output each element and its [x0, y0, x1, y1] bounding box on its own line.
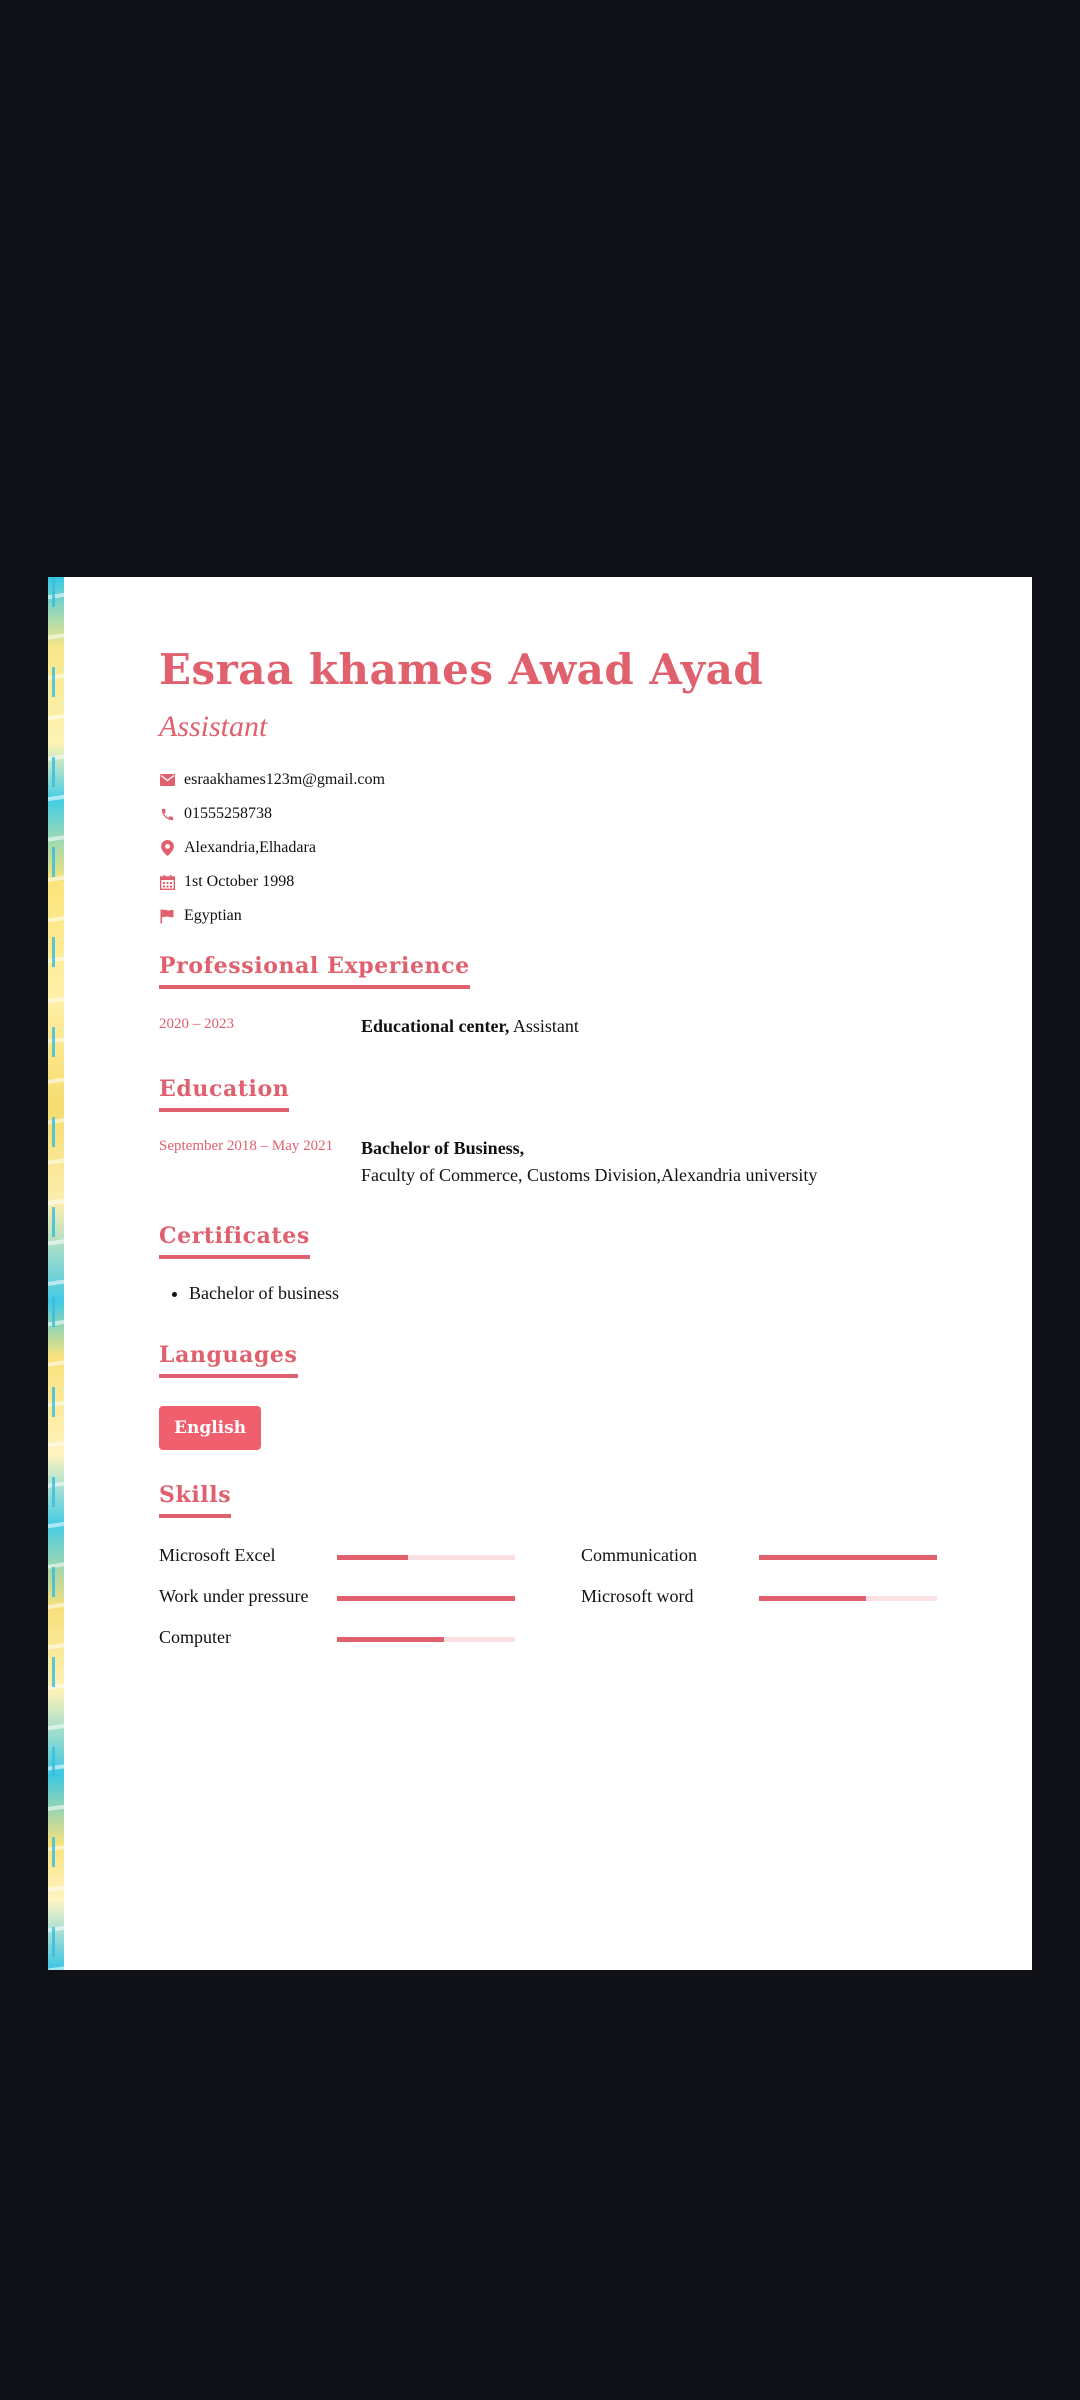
resume-page [48, 577, 1032, 1970]
skill-level-fill [337, 1555, 408, 1560]
mail-icon [159, 772, 175, 788]
address-text: Alexandria,Elhadara [184, 839, 316, 856]
section-title-experience: Professional Experience [159, 953, 470, 989]
skill-level-track [337, 1637, 515, 1642]
birth-date-text: 1st October 1998 [184, 873, 295, 890]
section-title-education: Education [159, 1076, 289, 1112]
education-institution: Faculty of Commerce, Customs Division,Alexandria university [361, 1165, 818, 1185]
skill-item [581, 1586, 981, 1616]
skill-label: Work under pressure [159, 1586, 309, 1606]
experience-dates: 2020 – 2023 [159, 1016, 234, 1032]
skill-level-fill [759, 1596, 866, 1601]
skill-item [159, 1627, 559, 1657]
skill-level-fill [759, 1555, 937, 1560]
education-dates: September 2018 – May 2021 [159, 1138, 334, 1154]
location-pin-icon [159, 840, 175, 856]
contact-phone [159, 797, 759, 831]
education-detail [361, 1135, 817, 1189]
calendar-icon [159, 874, 175, 890]
contact-details [159, 763, 759, 933]
contact-birth-date [159, 865, 759, 899]
skill-item [159, 1545, 559, 1575]
certificates-list [159, 1283, 339, 1304]
skill-level-fill [337, 1596, 515, 1601]
section-title-skills: Skills [159, 1482, 231, 1518]
candidate-name: Esraa khames Awad Ayad [159, 645, 764, 694]
experience-employer: Educational center, [361, 1016, 510, 1036]
skill-level-track [759, 1596, 937, 1601]
section-title-languages: Languages [159, 1342, 298, 1378]
phone-text[interactable]: 01555258738 [184, 805, 272, 822]
phone-icon [159, 806, 175, 822]
marble-border-decoration [48, 577, 64, 1970]
skill-label: Computer [159, 1627, 231, 1647]
skill-level-track [337, 1555, 515, 1560]
skill-item [159, 1586, 559, 1616]
contact-nationality [159, 899, 759, 933]
experience-detail [361, 1013, 579, 1040]
section-title-certificates: Certificates [159, 1223, 310, 1259]
experience-role: Assistant [512, 1016, 579, 1036]
skill-item [581, 1545, 981, 1575]
nationality-text: Egyptian [184, 907, 242, 924]
language-badge-english: English [159, 1406, 261, 1450]
skill-label: Communication [581, 1545, 697, 1565]
education-degree: Bachelor of Business, [361, 1138, 525, 1158]
skill-level-track [759, 1555, 937, 1560]
skill-label: Microsoft Excel [159, 1545, 276, 1565]
job-title: Assistant [159, 710, 268, 743]
flag-icon [159, 908, 175, 924]
contact-email [159, 763, 759, 797]
education-entry [159, 1135, 959, 1189]
skill-level-track [337, 1596, 515, 1601]
skill-level-fill [337, 1637, 444, 1642]
email-text[interactable]: esraakhames123m@gmail.com [184, 771, 385, 788]
skill-label: Microsoft word [581, 1586, 694, 1606]
experience-entry [159, 1013, 959, 1040]
contact-address [159, 831, 759, 865]
certificate-item: • Bachelor of business [189, 1283, 339, 1304]
